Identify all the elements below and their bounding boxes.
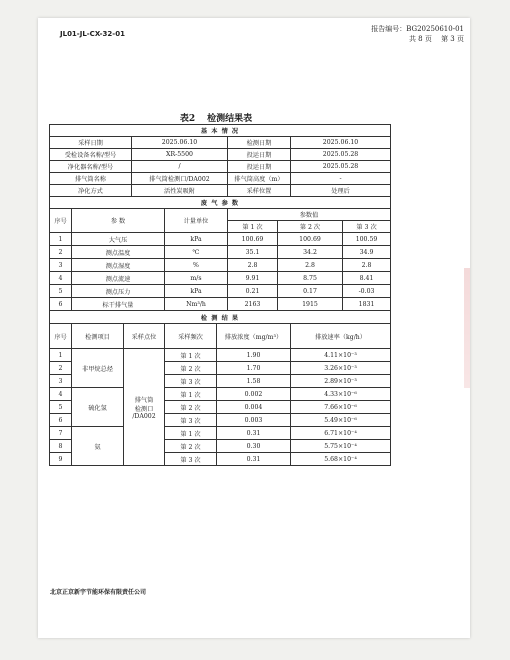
col-header-concentration: 排放浓度（mg/m³）: [217, 324, 291, 349]
result-item: 非甲烷总烃: [72, 349, 124, 388]
result-row: 4 硫化氢 第 1 次 0.002 4.33×10⁻⁶: [50, 388, 391, 401]
gas-row: 5 测点压力 kPa 0.21 0.17 -0.03: [50, 285, 391, 298]
results-table: [49, 124, 391, 466]
basic-row: 受检设备名称/型号 XR-5500 投运日期 2025.05.28: [50, 149, 391, 161]
col-header-frequency: 采样频次: [165, 324, 217, 349]
document-code: JL01-JL-CX-32-01: [60, 30, 125, 38]
result-row: 8 第 2 次 0.30 5.75×10⁻⁴: [50, 440, 391, 453]
basic-row: 净化器名称/型号 / 投运日期 2025.05.28: [50, 161, 391, 173]
basic-row: 采样日期 2025.06.10 检测日期 2025.06.10: [50, 137, 391, 149]
basic-row: 排气筒名称 排气筒检测口/DA002 排气筒高度（m） -: [50, 173, 391, 185]
result-row: 9 第 3 次 0.31 5.68×10⁻⁴: [50, 453, 391, 466]
basic-row: 净化方式 活性炭吸附 采样位置 处理后: [50, 185, 391, 197]
table-title: [0, 111, 432, 124]
result-row: 3 第 3 次 1.58 2.89×10⁻³: [50, 375, 391, 388]
result-row: 7 氨 第 1 次 0.31 6.71×10⁻⁴: [50, 427, 391, 440]
sample-point: 排气筒 检测口 /DA002: [124, 349, 165, 466]
result-item: 硫化氢: [72, 388, 124, 427]
col-header-no: 序号: [50, 209, 72, 233]
col-header-values: 参数值: [228, 209, 391, 221]
col-header-unit: 计量单位: [165, 209, 228, 233]
col-header-no: 序号: [50, 324, 72, 349]
col-header-sample-point: 采样点位: [124, 324, 165, 349]
section-gas-params: 废 气 参 数: [50, 197, 391, 209]
gas-row: 2 测点温度 ℃ 35.1 34.2 34.9: [50, 246, 391, 259]
report-number: 报告编号：BG20250610-01: [371, 25, 464, 33]
result-item: 氨: [72, 427, 124, 466]
page-info: 共 8 页 第 3 页: [408, 35, 464, 43]
gas-row: 1 大气压 kPa 100.69 100.69 100.59: [50, 233, 391, 246]
table-title-label: 表2: [179, 114, 196, 124]
result-row: 6 第 3 次 0.003 5.49×10⁻⁶: [50, 414, 391, 427]
section-test-results: 检 测 结 果: [50, 311, 391, 324]
col-header-run: 第 2 次: [278, 221, 343, 233]
col-header-run: 第 1 次: [228, 221, 278, 233]
company-footer: 北京正京新宇节能环保有限责任公司: [50, 589, 147, 596]
col-header-rate: 排放速率（kg/h）: [291, 324, 391, 349]
section-basic-info: 基 本 情 况: [50, 125, 391, 137]
result-row: 2 第 2 次 1.70 3.26×10⁻³: [50, 362, 391, 375]
col-header-run: 第 3 次: [343, 221, 391, 233]
result-row: 1 非甲烷总烃 排气筒 检测口 /DA002 第 1 次 1.90 4.11×10⁻³: [50, 349, 391, 362]
gas-row: 4 测点流速 m/s 9.91 8.75 8.41: [50, 272, 391, 285]
report-header-info: [371, 24, 464, 44]
gas-row: 3 测点湿度 % 2.8 2.8 2.8: [50, 259, 391, 272]
table-title-text: 检测结果表: [207, 114, 253, 124]
col-header-param: 参 数: [72, 209, 165, 233]
result-row: 5 第 2 次 0.004 7.66×10⁻⁶: [50, 401, 391, 414]
col-header-item: 检测项目: [72, 324, 124, 349]
gas-row: 6 标干排气量 Nm³/h 2163 1915 1831: [50, 298, 391, 311]
seam-stamp-mark: [464, 268, 470, 388]
